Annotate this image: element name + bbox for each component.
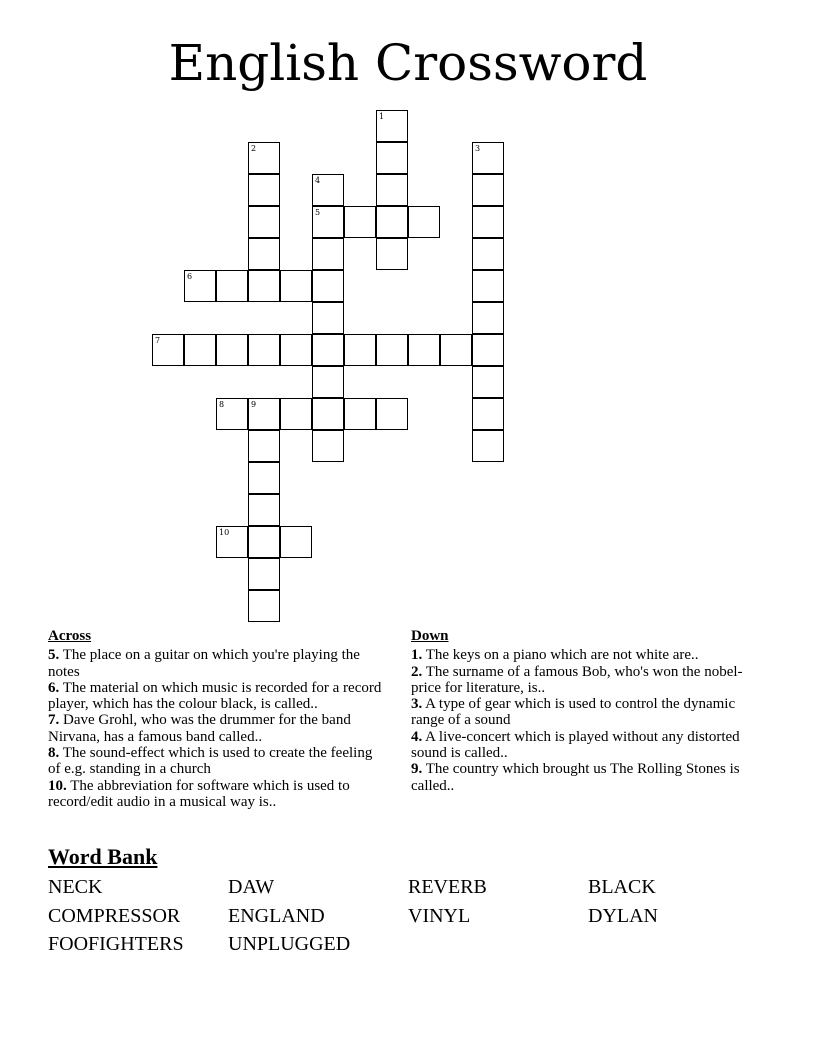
clue-text: A type of gear which is used to control the dynamic range of a sound bbox=[411, 696, 736, 729]
clue-text: The surname of a famous Bob, who's won the nobel-price for literature, is.. bbox=[411, 663, 743, 696]
clue-number: 9 bbox=[251, 400, 257, 409]
grid-cell[interactable] bbox=[344, 206, 376, 238]
grid-cell[interactable] bbox=[376, 142, 408, 174]
grid-cell[interactable] bbox=[184, 270, 216, 302]
grid-cell[interactable] bbox=[248, 494, 280, 526]
grid-cell[interactable] bbox=[248, 558, 280, 590]
down-clue bbox=[411, 696, 756, 729]
word-bank-item: DYLAN bbox=[588, 904, 658, 927]
grid-cell[interactable] bbox=[248, 398, 280, 430]
clue-number: 8 bbox=[219, 400, 225, 409]
clue-number: 6. bbox=[48, 679, 60, 696]
grid-cell[interactable] bbox=[376, 238, 408, 270]
word-bank-heading: Word Bank bbox=[48, 844, 158, 869]
clue-text: Dave Grohl, who was the drummer for the band Nirvana, has a famous band called.. bbox=[48, 712, 351, 745]
grid-cell[interactable] bbox=[376, 398, 408, 430]
clue-number: 3 bbox=[475, 144, 481, 153]
grid-cell[interactable] bbox=[248, 238, 280, 270]
across-clues bbox=[48, 628, 388, 810]
down-clues bbox=[411, 628, 756, 794]
grid-cell[interactable] bbox=[312, 206, 344, 238]
grid-cell[interactable] bbox=[472, 430, 504, 462]
grid-cell[interactable] bbox=[280, 334, 312, 366]
down-clue bbox=[411, 647, 756, 663]
grid-cell[interactable] bbox=[216, 270, 248, 302]
across-clue bbox=[48, 745, 388, 778]
grid-cell[interactable] bbox=[312, 334, 344, 366]
clue-number: 3. bbox=[411, 696, 423, 713]
grid-cell[interactable] bbox=[248, 174, 280, 206]
grid-cell[interactable] bbox=[408, 206, 440, 238]
clue-number: 6 bbox=[187, 272, 193, 281]
grid-cell[interactable] bbox=[312, 430, 344, 462]
grid-cell[interactable] bbox=[376, 206, 408, 238]
grid-cell[interactable] bbox=[280, 526, 312, 558]
clue-number: 2. bbox=[411, 663, 423, 680]
down-heading: Down bbox=[411, 628, 449, 644]
word-bank-item: ENGLAND bbox=[228, 904, 325, 927]
across-heading: Across bbox=[48, 628, 92, 644]
grid-cell[interactable] bbox=[344, 398, 376, 430]
grid-cell[interactable] bbox=[344, 334, 376, 366]
grid-cell[interactable] bbox=[248, 462, 280, 494]
grid-cell[interactable] bbox=[152, 334, 184, 366]
word-bank bbox=[48, 873, 768, 959]
clue-number: 10 bbox=[219, 528, 230, 537]
grid-cell[interactable] bbox=[312, 174, 344, 206]
grid-cell[interactable] bbox=[248, 430, 280, 462]
word-bank-item: FOOFIGHTERS bbox=[48, 933, 184, 955]
grid-cell[interactable] bbox=[472, 366, 504, 398]
grid-cell[interactable] bbox=[312, 366, 344, 398]
grid-cell[interactable] bbox=[184, 334, 216, 366]
grid-cell[interactable] bbox=[248, 206, 280, 238]
grid-cell[interactable] bbox=[440, 334, 472, 366]
grid-cell[interactable] bbox=[280, 270, 312, 302]
clue-number: 2 bbox=[251, 144, 257, 153]
page-title: English Crossword bbox=[168, 34, 648, 92]
clue-text: The country which brought us The Rolling Stones is called.. bbox=[411, 761, 740, 794]
grid-cell[interactable] bbox=[248, 590, 280, 622]
clue-text: The material on which music is recorded for a record player, which has the colour black, is called.. bbox=[48, 679, 382, 713]
down-clue bbox=[411, 729, 756, 762]
grid-cell[interactable] bbox=[472, 174, 504, 206]
grid-cell[interactable] bbox=[472, 142, 504, 174]
clue-text: The place on a guitar on which you're playing the notes bbox=[48, 647, 360, 680]
clue-number: 4. bbox=[411, 728, 423, 745]
grid-cell[interactable] bbox=[376, 174, 408, 206]
across-clue bbox=[48, 647, 388, 680]
grid-cell[interactable] bbox=[248, 526, 280, 558]
grid-cell[interactable] bbox=[472, 398, 504, 430]
grid-cell[interactable] bbox=[472, 206, 504, 238]
clue-text: A live-concert which is played without any distorted sound is called.. bbox=[411, 728, 740, 762]
grid-cell[interactable] bbox=[248, 334, 280, 366]
clue-text: The keys on a piano which are not white are.. bbox=[422, 647, 699, 664]
clue-text: The sound-effect which is used to create the feeling of e.g. standing in a church bbox=[48, 745, 373, 778]
word-bank-item: DAW bbox=[228, 876, 275, 898]
word-bank-item: VINYL bbox=[408, 904, 471, 927]
grid-cell[interactable] bbox=[376, 334, 408, 366]
down-clue bbox=[411, 761, 756, 794]
across-clue bbox=[48, 712, 388, 745]
word-bank-item: BLACK bbox=[588, 876, 656, 898]
clue-number: 10. bbox=[48, 777, 67, 794]
grid-cell[interactable] bbox=[248, 142, 280, 174]
grid-cell[interactable] bbox=[408, 334, 440, 366]
grid-cell[interactable] bbox=[312, 238, 344, 270]
down-clue bbox=[411, 664, 756, 697]
grid-cell[interactable] bbox=[312, 398, 344, 430]
clue-number: 7 bbox=[155, 336, 161, 345]
clue-number: 1 bbox=[379, 112, 385, 121]
clue-number: 7. bbox=[48, 712, 60, 729]
clue-number: 1. bbox=[411, 647, 423, 664]
grid-cell[interactable] bbox=[216, 526, 248, 558]
grid-cell[interactable] bbox=[248, 270, 280, 302]
grid-cell[interactable] bbox=[472, 302, 504, 334]
clue-number: 8. bbox=[48, 745, 60, 762]
across-clue bbox=[48, 680, 388, 713]
clue-text: The abbreviation for software which is used to record/edit audio in a musical way is.. bbox=[48, 777, 350, 810]
clue-number: 4 bbox=[315, 176, 321, 185]
word-bank-item: REVERB bbox=[408, 876, 487, 898]
grid-cell[interactable] bbox=[280, 398, 312, 430]
grid-cell[interactable] bbox=[216, 334, 248, 366]
across-clue bbox=[48, 778, 388, 811]
word-bank-item: UNPLUGGED bbox=[228, 933, 351, 955]
grid-cell[interactable] bbox=[472, 238, 504, 270]
clue-number: 9. bbox=[411, 761, 423, 778]
word-bank-item: COMPRESSOR bbox=[48, 904, 181, 927]
grid-cell[interactable] bbox=[216, 398, 248, 430]
clue-number: 5. bbox=[48, 647, 60, 664]
grid-cell[interactable] bbox=[312, 270, 344, 302]
clue-number: 5 bbox=[315, 208, 321, 217]
grid-cell[interactable] bbox=[312, 302, 344, 334]
grid-cell[interactable] bbox=[472, 334, 504, 366]
grid-cell[interactable] bbox=[472, 270, 504, 302]
grid-cell[interactable] bbox=[376, 110, 408, 142]
word-bank-item: NECK bbox=[48, 876, 103, 898]
